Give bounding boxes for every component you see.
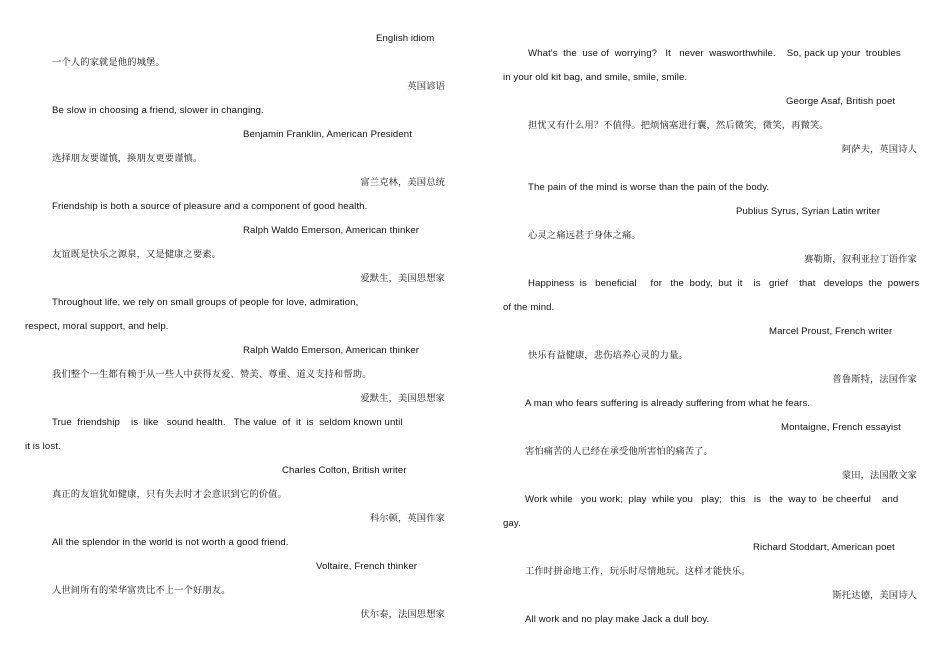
quote-en: A man who fears suffering is already suffering from what he fears. [525,398,811,409]
attribution-en: Publius Syrus, Syrian Latin writer [736,206,881,217]
quote-zh: 心灵之痛远甚于身体之痛。 [528,230,641,241]
proverb-zh: 一个人的家就是他的城堡。 [52,57,165,68]
attribution-en: Richard Stoddart, American poet [753,542,895,553]
quote-zh: 真正的友谊犹如健康，只有失去时才会意识到它的价值。 [52,489,287,500]
attribution-zh: 爱默生，美国思想家 [360,393,445,404]
quote-en: Friendship is both a source of pleasure and a component of good health. [52,201,368,212]
attribution-zh: 普鲁斯特，法国作家 [832,374,917,385]
quote-zh: 快乐有益健康，悲伤培养心灵的力量。 [528,350,688,361]
attribution-zh: 科尔顿，英国作家 [369,513,445,524]
quote-en-continued: gay. [503,518,521,529]
attribution-zh: 斯托达德，美国诗人 [832,590,917,601]
quote-zh: 担忧又有什么用？不值得。把烦恼塞进行囊，然后微笑，微笑，再微笑。 [528,120,829,131]
quote-zh: 选择朋友要谨慎，换朋友更要谨慎。 [52,153,203,164]
quote-en-continued: of the mind. [503,302,555,313]
attribution-zh: 英国谚语 [407,81,445,92]
quote-zh: 人世间所有的荣华富贵比不上一个好朋友。 [52,585,231,596]
quote-en: Happiness is beneficial for the body, but it is grief that develops the powers [528,278,920,289]
attribution-en: George Asaf, British poet [786,96,896,107]
quote-en: All the splendor in the world is not worth a good friend. [52,537,289,548]
quote-en: All work and no play make Jack a dull boy. [525,614,710,625]
right-page [475,0,950,671]
attribution-zh: 赛勒斯，叙利亚拉丁语作家 [804,254,917,265]
quote-en-continued: in your old kit bag, and smile, smile, smile. [503,72,688,83]
attribution-zh: 富兰克林，美国总统 [360,177,445,188]
attribution-en: Montaigne, French essayist [781,422,901,433]
attribution-en: Charles Colton, British writer [282,465,407,476]
page-header: English idiom [376,33,435,44]
quote-en: The pain of the mind is worse than the pain of the body. [528,182,770,193]
quote-zh: 害怕痛苦的人已经在承受他所害怕的痛苦了。 [525,446,713,457]
quote-zh: 工作时拼命地工作，玩乐时尽情地玩。这样才能快乐。 [525,566,751,577]
attribution-en: Ralph Waldo Emerson, American thinker [243,225,420,236]
quote-en: Work while you work; play while you play; this is the way to be cheerful and [525,494,899,505]
quote-en-continued: it is lost. [25,441,61,452]
quote-en: What's the use of worrying? It never wasworthwhile. So, pack up your troubles [528,48,901,59]
quote-en: Be slow in choosing a friend, slower in changing. [52,105,264,116]
attribution-zh: 蒙田，法国散文家 [841,470,917,481]
attribution-en: Marcel Proust, French writer [769,326,893,337]
quote-zh: 我们整个一生都有赖于从一些人中获得友爱、赞美、尊重、道义支持和帮助。 [52,369,372,380]
attribution-en: Voltaire, French thinker [316,561,418,572]
attribution-zh: 爱默生，美国思想家 [360,273,445,284]
attribution-en: Ralph Waldo Emerson, American thinker [243,345,420,356]
quote-en: Throughout life, we rely on small groups of people for love, admiration, [52,297,359,308]
quote-zh: 友谊既是快乐之源泉，又是健康之要素。 [52,249,222,260]
quote-en-continued: respect, moral support, and help. [25,321,169,332]
attribution-en: Benjamin Franklin, American President [243,129,412,140]
attribution-zh: 伏尔泰，法国思想家 [360,609,445,620]
quote-en: True friendship is like sound health. The value of it is seldom known until [52,417,403,428]
attribution-zh: 阿萨夫，英国诗人 [841,144,917,155]
